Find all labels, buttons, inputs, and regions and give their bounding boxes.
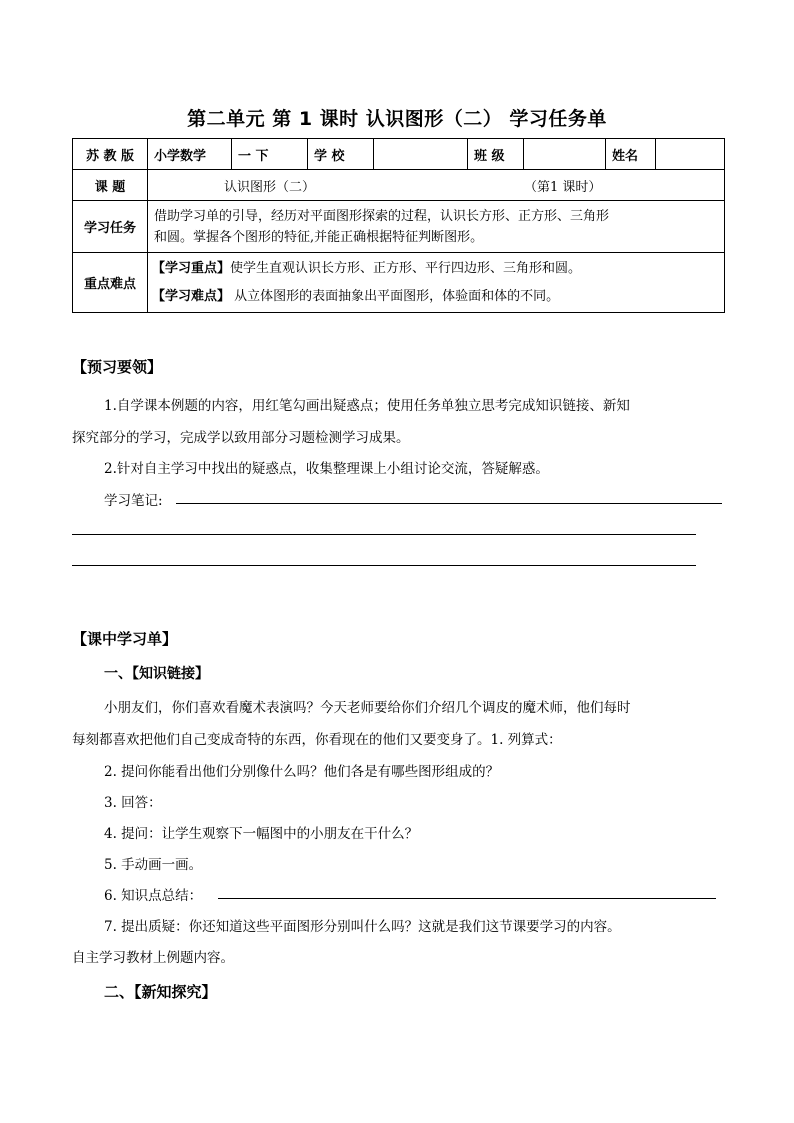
page-title: 第二单元 第 1 课时 认识图形（二） 学习任务单	[187, 108, 607, 130]
subject-cell: 小学数学	[148, 139, 232, 170]
notes-line-3[interactable]	[72, 565, 696, 566]
class-label: 班 级	[468, 139, 524, 170]
school-field[interactable]	[374, 139, 468, 170]
preview-p1-line2: 探究部分的学习，完成学以致用部分习题检测学习成果。	[72, 430, 410, 446]
knowledge-link-heading: 一、【知识链接】	[104, 666, 209, 682]
difficulty-tag: 【学习难点】	[152, 288, 231, 304]
name-field[interactable]	[656, 139, 725, 170]
summary-line[interactable]	[218, 898, 716, 899]
topic-cell	[148, 170, 725, 201]
notes-label: 学习笔记:	[104, 493, 163, 509]
key-point-text: 使学生直观认识长方形、正方形、平行四边形、三角形和圆。	[230, 260, 582, 276]
difficulty-row	[152, 283, 718, 311]
preview-p2: 2.针对自主学习中找出的疑惑点，收集整理课上小组讨论交流，答疑解惑。	[104, 461, 549, 477]
publisher-cell: 苏 教 版	[73, 139, 148, 170]
new-knowledge-heading: 二、【新知探究】	[104, 983, 217, 1001]
item-2: 2. 提问你能看出他们分别像什么吗？他们各是有哪些图形组成的？	[104, 764, 500, 780]
item-3: 3. 回答：	[104, 795, 162, 811]
task-line-2: 和圆。掌握各个图形的特征,并能正确根据特征判断图形。	[154, 229, 484, 245]
notes-line-2[interactable]	[72, 534, 696, 535]
topic-value: 认识图形（二）	[224, 179, 316, 195]
task-cell	[148, 201, 725, 253]
key-point-tag: 【学习重点】	[152, 260, 231, 276]
topic-label: 课 题	[73, 170, 148, 201]
key-point-row	[152, 255, 718, 283]
preview-heading: 【预习要领】	[72, 358, 163, 376]
preview-p1-line1: 1.自学课本例题的内容，用红笔勾画出疑惑点；使用任务单独立思考完成知识链接、新知	[104, 398, 630, 414]
item-6: 6. 知识点总结：	[104, 888, 203, 904]
task-line-1: 借助学习单的引导，经历对平面图形探索的过程，认识长方形、正方形、三角形	[154, 208, 610, 224]
intro-line-1: 小朋友们，你们喜欢看魔术表演吗？今天老师要给你们介绍几个调皮的魔术师，他们每时	[104, 700, 631, 716]
notes-line-1[interactable]	[176, 503, 722, 504]
name-label: 姓名	[606, 139, 656, 170]
class-sheet-heading: 【课中学习单】	[72, 630, 178, 648]
grade-cell: 一 下	[232, 139, 308, 170]
item-7-line-2: 自主学习教材上例题内容。	[72, 950, 234, 966]
info-table	[72, 138, 725, 313]
key-label: 重点难点	[73, 253, 148, 313]
item-7-line-1: 7. 提出质疑：你还知道这些平面图形分别叫什么吗？这就是我们这节课要学习的内容。	[104, 919, 621, 935]
item-5: 5. 手动画一画。	[104, 857, 203, 873]
task-label: 学习任务	[73, 201, 148, 253]
lesson-value: （第1 课时）	[524, 179, 602, 195]
class-field[interactable]	[524, 139, 606, 170]
school-label: 学 校	[308, 139, 374, 170]
difficulty-text: 从立体图形的表面抽象出平面图形，体验面和体的不同。	[230, 288, 560, 304]
intro-line-2: 每刻都喜欢把他们自己变成奇特的东西，你看现在的他们又要变身了。1. 列算式：	[72, 732, 562, 748]
key-cell	[148, 253, 725, 313]
item-4: 4. 提问：让学生观察下一幅图中的小朋友在干什么？	[104, 826, 419, 842]
